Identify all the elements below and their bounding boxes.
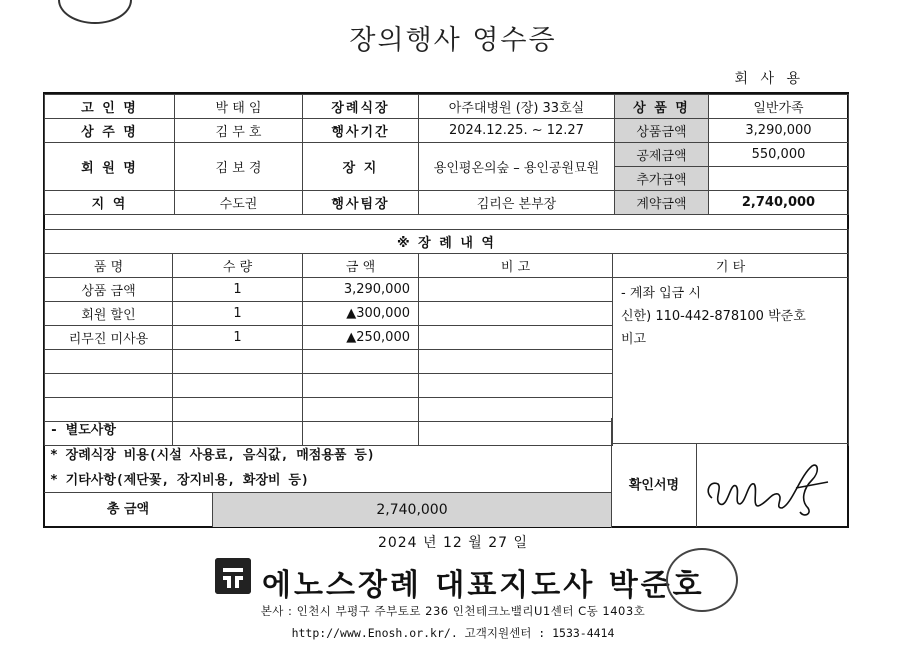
item-name: 리무진 미사용: [45, 326, 173, 350]
region-label: 지 역: [45, 191, 175, 215]
handwritten-signature: [700, 452, 840, 522]
item-qty: 1: [173, 302, 303, 326]
member-value: 김 보 경: [175, 143, 303, 191]
deduction-label: 공제금액: [615, 143, 709, 167]
event-period-value: 2024.12.25. ~ 12.27: [419, 119, 615, 143]
copy-type-label: 회 사 용: [734, 71, 804, 87]
notes-block: [46, 418, 610, 493]
notes-title: - 별도사항: [50, 423, 116, 438]
funeral-hall-value: 아주대병원 (장) 33호실: [419, 95, 615, 119]
item-note: [419, 302, 613, 326]
page-title: 장의행사 영수증: [349, 25, 557, 56]
member-label: 회 원 명: [45, 143, 175, 191]
col-note-header: 비 고: [419, 254, 613, 278]
item-amount: ▲250,000: [303, 326, 419, 350]
company-contact: http://www.Enosh.or.kr/. 고객지원센터 : 1533-4414: [291, 626, 615, 640]
funeral-hall-label: 장례식장: [303, 95, 419, 119]
confirm-label: 확인서명: [628, 478, 680, 493]
item-amount: 3,290,000: [303, 278, 419, 302]
details-table: [44, 229, 849, 446]
chief-mourner-label: 상 주 명: [45, 119, 175, 143]
total-label: 총 금액: [106, 502, 150, 517]
etc-line: 신한) 110-442-878100 박준호: [621, 309, 806, 324]
additional-amount-value: [709, 167, 849, 191]
burial-site-value: 용인평온의숲 – 용인공원묘원: [419, 143, 615, 191]
chief-mourner-value: 김 무 호: [175, 119, 303, 143]
info-row-member: [45, 143, 849, 167]
team-leader-value: 김리은 본부장: [419, 191, 615, 215]
notes-line: * 기타사항(제단꽃, 장지비용, 화장비 등): [50, 473, 309, 488]
confirm-divider: [696, 443, 697, 527]
etc-line: - 계좌 입금 시: [621, 286, 701, 301]
deceased-value: 박 태 임: [175, 95, 303, 119]
item-amount: ▲300,000: [303, 302, 419, 326]
item-name: 회원 할인: [45, 302, 173, 326]
logo-mark-icon: [215, 558, 251, 594]
product-name-value: 일반가족: [709, 95, 849, 119]
col-etc-header: 기 타: [613, 254, 849, 278]
product-amount-label: 상품금액: [615, 119, 709, 143]
table-row: [45, 278, 849, 302]
info-row-chief-mourner: [45, 119, 849, 143]
deduction-value: 550,000: [709, 143, 849, 167]
company-name: 에노스장례 대표지도사 박준호: [262, 568, 705, 603]
team-leader-label: 행사팀장: [303, 191, 419, 215]
info-row-deceased: [45, 95, 849, 119]
info-row-region: [45, 191, 849, 215]
contract-amount-value: 2,740,000: [709, 191, 849, 215]
issue-date: 2024 년 12 월 27 일: [377, 535, 529, 551]
company-logo: [215, 558, 251, 594]
deceased-label: 고 인 명: [45, 95, 175, 119]
info-table: [44, 94, 849, 215]
contract-amount-label: 계약금액: [615, 191, 709, 215]
etc-cell: [613, 278, 849, 446]
item-note: [419, 326, 613, 350]
item-note: [419, 278, 613, 302]
col-amount-header: 금 액: [303, 254, 419, 278]
additional-amount-label: 추가금액: [615, 167, 709, 191]
etc-line: 비고: [621, 332, 647, 347]
notes-line: * 장례식장 비용(시설 사용료, 음식값, 매점용품 등): [50, 448, 375, 463]
details-title: ※ 장 례 내 역: [45, 230, 849, 254]
product-amount-value: 3,290,000: [709, 119, 849, 143]
col-item-header: 품 명: [45, 254, 173, 278]
total-value: 2,740,000: [213, 493, 611, 527]
event-period-label: 행사기간: [303, 119, 419, 143]
company-address: 본사 : 인천시 부평구 주부토로 236 인천테크노밸리U1센터 C동 1403호: [260, 604, 646, 618]
col-qty-header: 수 량: [173, 254, 303, 278]
item-name: 상품 금액: [45, 278, 173, 302]
item-qty: 1: [173, 278, 303, 302]
item-qty: 1: [173, 326, 303, 350]
product-name-label: 상 품 명: [615, 95, 709, 119]
region-value: 수도권: [175, 191, 303, 215]
burial-site-label: 장 지: [303, 143, 419, 191]
